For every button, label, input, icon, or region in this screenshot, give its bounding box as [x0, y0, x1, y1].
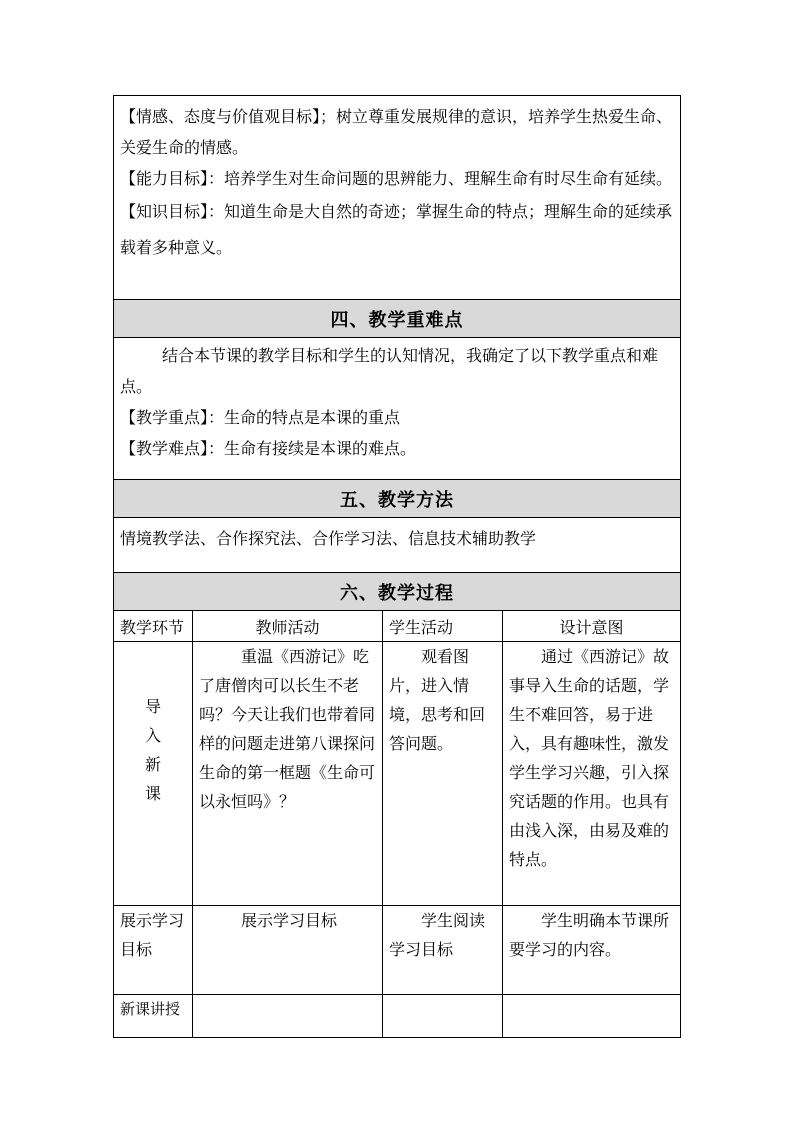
stage-cell: 展示学习目标: [114, 906, 193, 995]
teacher-activity-cell: 重温《西游记》吃了唐僧肉可以长生不老吗？今天让我们也带着同样的问题走进第八课探问生命的第一框题《生命可以永恒吗》？: [193, 642, 383, 906]
ability-objective: 【能力目标】：培养学生对生命问题的思辨能力、理解生命有时尽生命有延续。: [120, 169, 673, 188]
design-intent-cell: 通过《西游记》故事导入生命的话题，学生不难回答，易于进入，具有趣味性，激发学生学习兴趣，引入探究话题的作用。也具有由浅入深，由易及难的特点。: [503, 642, 681, 906]
design-intent-cell: 学生明确本节课所要学习的内容。: [503, 906, 681, 995]
col-header-student: 学生活动: [383, 611, 503, 642]
emotion-objective: 【情感、态度与价值观目标】；树立尊重发展规律的意识，培养学生热爱生命、关爱生命的情感。: [120, 107, 673, 157]
section6-header: [114, 573, 681, 611]
section5-title: 五、教学方法: [340, 489, 455, 511]
teacher-activity-cell: 展示学习目标: [193, 906, 383, 995]
section4-body: [114, 338, 681, 480]
section6-title: 六、教学过程: [340, 582, 455, 604]
table-row: [114, 906, 681, 995]
col-header-teacher: 教师活动: [193, 611, 383, 642]
section4-header: [114, 300, 681, 338]
design-intent-cell: [503, 995, 681, 1038]
key-point: 【教学重点】：生命的特点是本课的重点: [120, 408, 401, 427]
objectives-cell: [114, 96, 681, 300]
section5-header: [114, 480, 681, 518]
teacher-activity-cell: [193, 995, 383, 1038]
lesson-plan-document: [113, 95, 680, 1038]
table-row: [114, 995, 681, 1038]
table-row: [114, 642, 681, 906]
col-header-stage: 教学环节: [114, 611, 193, 642]
knowledge-objective: 【知识目标】：知道生命是大自然的奇迹；掌握生命的特点；理解生命的延续承载着多种意义。: [120, 202, 673, 257]
teaching-methods: 情境教学法、合作探究法、合作学习法、信息技术辅助教学: [120, 529, 537, 548]
stage-cell: 导 入 新 课: [114, 642, 193, 906]
section4-intro: 结合本节课的教学目标和学生的认知情况，我确定了以下教学重点和难点。: [120, 346, 659, 396]
student-activity-cell: 学生阅读学习目标: [383, 906, 503, 995]
stage-cell: 新课讲授: [114, 995, 193, 1038]
lesson-plan-table: [113, 95, 681, 1038]
student-activity-cell: 观看图片，进入情境，思考和回答问题。: [383, 642, 503, 906]
difficult-point: 【教学难点】：生命有接续是本课的难点。: [120, 439, 417, 458]
student-activity-cell: [383, 995, 503, 1038]
section4-title: 四、教学重难点: [330, 309, 464, 331]
section5-body: [114, 518, 681, 573]
col-header-intent: 设计意图: [503, 611, 681, 642]
